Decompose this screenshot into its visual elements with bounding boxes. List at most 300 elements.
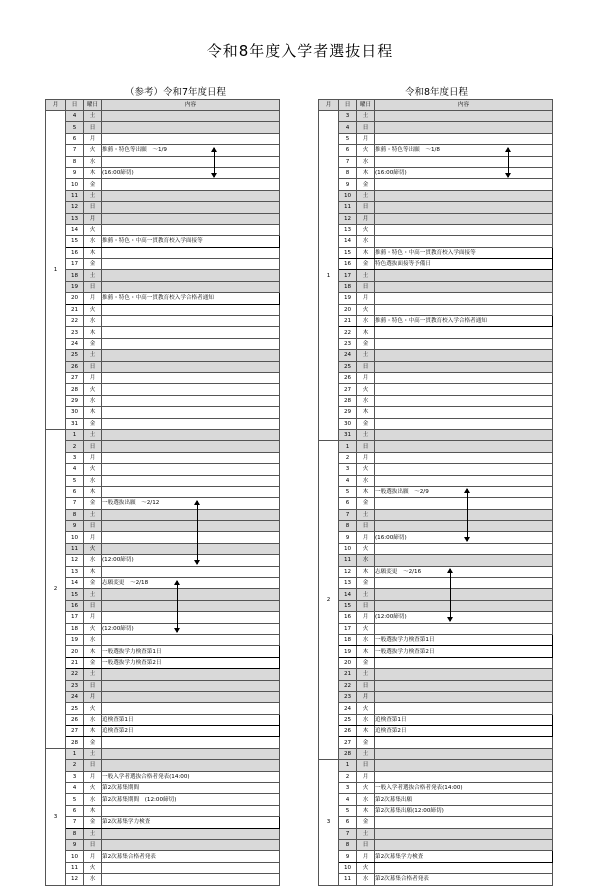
weekday-cell: 水 (84, 236, 102, 247)
day-cell: 22 (66, 316, 84, 327)
schedule-row (46, 805, 280, 816)
day-cell: 6 (66, 805, 84, 816)
schedule-row (319, 111, 553, 122)
day-cell: 27 (339, 384, 357, 395)
event-cell (102, 760, 280, 771)
weekday-cell: 月 (84, 612, 102, 623)
month-label: 1 (319, 111, 339, 441)
schedule-row (46, 771, 280, 782)
event-cell (375, 600, 553, 611)
weekday-cell: 日 (84, 122, 102, 133)
weekday-cell: 火 (84, 145, 102, 156)
event-cell: 第2次募集出願(12:00締切) (375, 805, 553, 816)
event-cell (102, 316, 280, 327)
day-cell: 5 (66, 122, 84, 133)
schedule-row (46, 464, 280, 475)
weekday-cell: 水 (84, 714, 102, 725)
day-cell: 19 (66, 634, 84, 645)
month-header: 月 (319, 100, 339, 111)
event-cell: 一般選抜学力検査第1日 (102, 646, 280, 657)
day-cell: 12 (66, 202, 84, 213)
weekday-cell: 木 (84, 486, 102, 497)
weekday-cell: 火 (84, 384, 102, 395)
event-cell: 志願変更 ～2/16 (375, 566, 553, 577)
weekday-cell: 火 (84, 623, 102, 634)
weekday-cell: 水 (357, 714, 375, 725)
event-cell (102, 521, 280, 532)
event-cell (375, 111, 553, 122)
weekday-cell: 水 (84, 555, 102, 566)
day-cell: 14 (66, 224, 84, 235)
calendar-title-right: 令和8年度日程 (405, 87, 469, 98)
day-cell: 26 (66, 714, 84, 725)
day-cell: 17 (66, 612, 84, 623)
schedule-row (46, 657, 280, 668)
weekday-cell: 日 (357, 441, 375, 452)
event-cell: 一般入学者選抜合格者発表(14:00) (375, 783, 553, 794)
weekday-cell: 水 (84, 156, 102, 167)
weekday-cell: 木 (84, 407, 102, 418)
schedule-row (319, 270, 553, 281)
event-cell (102, 669, 280, 680)
schedule-row (46, 111, 280, 122)
weekday-cell: 日 (84, 600, 102, 611)
day-cell: 17 (339, 270, 357, 281)
event-cell (102, 418, 280, 429)
event-cell (375, 589, 553, 600)
schedule-row (46, 156, 280, 167)
weekday-cell: 火 (84, 862, 102, 873)
weekday-cell: 火 (84, 304, 102, 315)
weekday-cell: 金 (357, 338, 375, 349)
weekday-cell: 金 (357, 657, 375, 668)
weekday-cell: 土 (357, 828, 375, 839)
schedule-row (46, 760, 280, 771)
weekday-cell: 金 (84, 817, 102, 828)
event-cell (102, 805, 280, 816)
day-cell: 13 (66, 566, 84, 577)
day-cell: 17 (339, 623, 357, 634)
schedule-row (46, 236, 280, 247)
day-cell: 13 (339, 224, 357, 235)
day-cell: 11 (339, 555, 357, 566)
day-cell: 24 (339, 350, 357, 361)
weekday-cell: 木 (357, 327, 375, 338)
event-cell (375, 338, 553, 349)
weekday-cell: 金 (357, 498, 375, 509)
schedule-row (319, 521, 553, 532)
weekday-cell: 木 (357, 566, 375, 577)
schedule-row (46, 179, 280, 190)
event-cell (375, 441, 553, 452)
schedule-row (46, 407, 280, 418)
schedule-row (46, 486, 280, 497)
schedule-row (319, 714, 553, 725)
event-cell: 志願変更 ～2/18 (102, 578, 280, 589)
event-cell (375, 327, 553, 338)
weekday-cell: 金 (357, 737, 375, 748)
day-cell: 27 (339, 737, 357, 748)
event-cell (375, 760, 553, 771)
schedule-row (319, 828, 553, 839)
event-cell (102, 703, 280, 714)
event-cell (375, 578, 553, 589)
day-cell: 1 (66, 429, 84, 440)
schedule-row (319, 703, 553, 714)
event-cell (102, 133, 280, 144)
event-cell (375, 464, 553, 475)
weekday-cell: 水 (84, 874, 102, 885)
schedule-row (46, 304, 280, 315)
schedule-row (319, 680, 553, 691)
event-cell (375, 293, 553, 304)
event-cell (102, 509, 280, 520)
event-cell (375, 384, 553, 395)
day-cell: 30 (339, 418, 357, 429)
schedule-row (319, 122, 553, 133)
day-cell: 2 (66, 441, 84, 452)
day-cell: 3 (339, 464, 357, 475)
schedule-row (319, 589, 553, 600)
event-cell (102, 190, 280, 201)
event-cell (375, 361, 553, 372)
month-label: 3 (319, 760, 339, 885)
weekday-cell: 火 (357, 623, 375, 634)
header-row (319, 100, 553, 111)
day-cell: 16 (339, 612, 357, 623)
schedule-row (319, 509, 553, 520)
schedule-row (319, 532, 553, 543)
weekday-cell: 月 (357, 771, 375, 782)
day-cell: 26 (339, 726, 357, 737)
event-cell (375, 372, 553, 383)
weekday-cell: 火 (357, 703, 375, 714)
period-arrow (450, 569, 451, 621)
day-cell: 27 (66, 726, 84, 737)
schedule-row (319, 384, 553, 395)
event-cell: 一般選抜出願 ～2/9 (375, 486, 553, 497)
day-cell: 15 (66, 236, 84, 247)
weekday-cell: 月 (357, 612, 375, 623)
day-cell: 7 (339, 509, 357, 520)
weekday-cell: 火 (357, 543, 375, 554)
day-cell: 3 (339, 111, 357, 122)
weekday-cell: 水 (84, 794, 102, 805)
schedule-row (46, 600, 280, 611)
weekday-cell: 木 (84, 167, 102, 178)
day-cell: 13 (339, 578, 357, 589)
schedule-row (46, 224, 280, 235)
day-cell: 29 (66, 395, 84, 406)
day-cell: 25 (339, 361, 357, 372)
weekday-cell: 土 (357, 350, 375, 361)
day-cell: 5 (66, 794, 84, 805)
event-cell (102, 361, 280, 372)
event-cell (375, 270, 553, 281)
weekday-cell: 日 (84, 361, 102, 372)
event-cell (102, 737, 280, 748)
schedule-row (46, 213, 280, 224)
schedule-row (319, 737, 553, 748)
weekday-cell: 月 (84, 771, 102, 782)
schedule-row (46, 543, 280, 554)
schedule-row (46, 578, 280, 589)
day-cell: 23 (339, 338, 357, 349)
month-label: 3 (46, 748, 66, 885)
day-cell: 10 (66, 851, 84, 862)
day-cell: 4 (66, 464, 84, 475)
weekday-header: 曜日 (357, 100, 375, 111)
event-cell (375, 669, 553, 680)
day-cell: 7 (339, 828, 357, 839)
event-cell (102, 600, 280, 611)
schedule-row (46, 703, 280, 714)
schedule-row (319, 623, 553, 634)
event-cell (102, 407, 280, 418)
day-cell: 22 (339, 327, 357, 338)
day-cell: 1 (66, 748, 84, 759)
schedule-row (46, 395, 280, 406)
day-cell: 8 (66, 828, 84, 839)
weekday-cell: 木 (357, 486, 375, 497)
month-header: 月 (46, 100, 66, 111)
schedule-row (319, 167, 553, 178)
day-cell: 7 (66, 498, 84, 509)
month-label: 2 (46, 429, 66, 748)
day-cell: 23 (66, 327, 84, 338)
event-cell (375, 623, 553, 634)
day-cell: 18 (66, 623, 84, 634)
event-cell (102, 441, 280, 452)
schedule-row (46, 293, 280, 304)
event-cell: 推薦・特色等出願 ～1/8 (375, 145, 553, 156)
day-cell: 8 (66, 509, 84, 520)
weekday-cell: 日 (357, 122, 375, 133)
schedule-row (319, 646, 553, 657)
schedule-row (46, 133, 280, 144)
event-cell (102, 395, 280, 406)
schedule-row (319, 224, 553, 235)
event-cell (375, 475, 553, 486)
month-label: 2 (319, 441, 339, 760)
weekday-cell: 日 (84, 680, 102, 691)
event-cell (375, 703, 553, 714)
schedule-row (319, 316, 553, 327)
weekday-cell: 水 (357, 794, 375, 805)
day-cell: 9 (66, 167, 84, 178)
event-cell (375, 179, 553, 190)
schedule-row (46, 669, 280, 680)
schedule-row (319, 805, 553, 816)
day-cell: 20 (66, 293, 84, 304)
event-cell: 一般選抜学力検査第2日 (102, 657, 280, 668)
event-cell: 第2次募集出願 (375, 794, 553, 805)
weekday-cell: 月 (357, 293, 375, 304)
day-cell: 9 (339, 851, 357, 862)
weekday-cell: 土 (84, 828, 102, 839)
day-cell: 9 (339, 532, 357, 543)
day-cell: 18 (339, 634, 357, 645)
day-cell: 10 (339, 190, 357, 201)
schedule-row (46, 418, 280, 429)
schedule-row (319, 202, 553, 213)
day-cell: 11 (339, 202, 357, 213)
day-cell: 5 (66, 475, 84, 486)
event-cell (102, 270, 280, 281)
schedule-row (46, 851, 280, 862)
weekday-cell: 金 (84, 498, 102, 509)
schedule-row (46, 783, 280, 794)
event-cell (375, 521, 553, 532)
event-cell (102, 384, 280, 395)
event-cell: 一般入学者選抜合格者発表(14:00) (102, 771, 280, 782)
schedule-row (46, 874, 280, 885)
event-cell (102, 862, 280, 873)
weekday-cell: 日 (84, 441, 102, 452)
weekday-header: 曜日 (84, 100, 102, 111)
schedule-row (319, 361, 553, 372)
event-cell (375, 224, 553, 235)
day-cell: 4 (66, 783, 84, 794)
weekday-cell: 土 (357, 589, 375, 600)
schedule-row (319, 760, 553, 771)
weekday-cell: 月 (357, 213, 375, 224)
event-cell (375, 304, 553, 315)
schedule-row (319, 634, 553, 645)
day-cell: 5 (339, 805, 357, 816)
schedule-table-left (45, 99, 280, 886)
event-cell (375, 190, 553, 201)
weekday-cell: 月 (357, 372, 375, 383)
event-cell (102, 680, 280, 691)
weekday-cell: 日 (357, 840, 375, 851)
day-cell: 27 (66, 372, 84, 383)
weekday-cell: 土 (84, 111, 102, 122)
day-cell: 10 (339, 862, 357, 873)
weekday-cell: 火 (357, 783, 375, 794)
day-cell: 8 (339, 521, 357, 532)
day-cell: 12 (339, 566, 357, 577)
weekday-cell: 金 (84, 338, 102, 349)
weekday-cell: 木 (84, 646, 102, 657)
schedule-row (319, 578, 553, 589)
day-cell: 16 (66, 247, 84, 258)
schedule-row (46, 361, 280, 372)
event-cell (375, 407, 553, 418)
day-cell: 18 (66, 270, 84, 281)
schedule-row (319, 133, 553, 144)
schedule-row (46, 680, 280, 691)
event-cell (375, 156, 553, 167)
schedule-row (319, 372, 553, 383)
weekday-cell: 土 (84, 748, 102, 759)
day-cell: 14 (66, 578, 84, 589)
day-cell: 13 (66, 213, 84, 224)
day-cell: 21 (339, 316, 357, 327)
schedule-row (319, 726, 553, 737)
weekday-cell: 月 (84, 372, 102, 383)
weekday-cell: 日 (84, 521, 102, 532)
schedule-row (46, 566, 280, 577)
event-cell (102, 486, 280, 497)
event-cell (375, 840, 553, 851)
event-cell: 第2次募集学力検査 (102, 817, 280, 828)
day-cell: 17 (66, 259, 84, 270)
event-cell (102, 338, 280, 349)
day-cell: 3 (339, 783, 357, 794)
schedule-row (319, 555, 553, 566)
schedule-row (46, 316, 280, 327)
day-cell: 20 (339, 657, 357, 668)
weekday-cell: 日 (357, 760, 375, 771)
weekday-cell: 金 (357, 578, 375, 589)
day-cell: 28 (339, 395, 357, 406)
event-cell: (16:00締切) (375, 532, 553, 543)
event-cell (375, 429, 553, 440)
weekday-cell: 日 (357, 521, 375, 532)
event-cell: 第2次募集期間 (102, 783, 280, 794)
weekday-cell: 木 (357, 247, 375, 258)
event-cell (102, 350, 280, 361)
day-cell: 4 (66, 111, 84, 122)
event-cell (102, 179, 280, 190)
day-cell: 28 (66, 384, 84, 395)
event-cell (102, 840, 280, 851)
content-header: 内容 (102, 100, 280, 111)
period-arrow (467, 489, 468, 541)
weekday-cell: 金 (357, 179, 375, 190)
event-cell (375, 543, 553, 554)
day-cell: 3 (66, 771, 84, 782)
event-cell (375, 133, 553, 144)
event-cell (102, 475, 280, 486)
day-cell: 15 (339, 247, 357, 258)
event-cell (375, 418, 553, 429)
event-cell (102, 543, 280, 554)
schedule-row (46, 429, 280, 440)
weekday-cell: 木 (357, 646, 375, 657)
schedule-row (319, 817, 553, 828)
day-cell: 15 (339, 600, 357, 611)
weekday-cell: 金 (84, 418, 102, 429)
schedule-row (319, 429, 553, 440)
page-title: 令和8年度入学者選抜日程 (206, 42, 394, 60)
day-cell: 1 (339, 760, 357, 771)
event-cell: 推薦・特色・中高一貫教育校入学合格者通知 (102, 293, 280, 304)
event-cell (102, 691, 280, 702)
event-cell: 追検査第1日 (102, 714, 280, 725)
day-cell: 23 (339, 691, 357, 702)
day-cell: 31 (66, 418, 84, 429)
weekday-cell: 木 (84, 327, 102, 338)
schedule-row (319, 327, 553, 338)
event-cell: 追検査第2日 (375, 726, 553, 737)
event-cell (375, 202, 553, 213)
weekday-cell: 火 (84, 543, 102, 554)
day-cell: 16 (66, 600, 84, 611)
schedule-row (46, 190, 280, 201)
content-header: 内容 (375, 100, 553, 111)
day-cell: 11 (66, 862, 84, 873)
schedule-row (46, 384, 280, 395)
event-cell: 追検査第2日 (102, 726, 280, 737)
schedule-row (46, 794, 280, 805)
event-cell (102, 874, 280, 885)
schedule-row (319, 566, 553, 577)
day-cell: 7 (339, 156, 357, 167)
weekday-cell: 月 (84, 532, 102, 543)
schedule-row (319, 486, 553, 497)
